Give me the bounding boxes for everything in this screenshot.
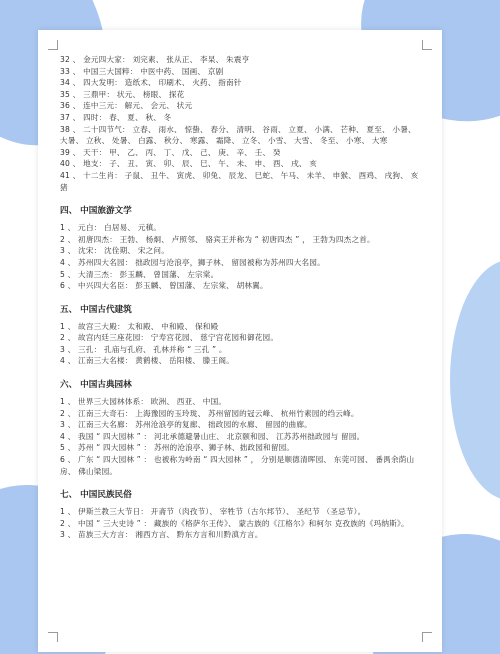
section-travel-literature <box>60 205 420 292</box>
list-item: 38 、 二十四节气： 立春、 雨水、 惊蛰、 春分、 清明、 谷雨、 立夏、 小满、 芒种、 夏至、 小暑、 大暑、 立秋、 处暑、 白露、 秋分、 寒露、 霜降、 立冬、 小雪、 大雪、 冬至、 小寒、 大寒 <box>60 124 416 146</box>
crop-mark <box>422 40 432 50</box>
list-item: 37 、 四时： 春、 夏、 秋、 冬 <box>60 112 172 122</box>
list-item: 33 、 中国三大国粹： 中医中药、 国画、 京剧 <box>60 66 224 76</box>
list-item: 2 、 初唐四杰： 王勃、 杨炯、 卢照邻、 骆宾王并称为 “ 初唐四杰 ” ， 王勃为四杰之首。 <box>60 234 375 244</box>
list-item: 3 、 江南三大名廊： 苏州沧浪亭的复廊、 拙政园的水廊、 留园的曲廊。 <box>60 420 312 430</box>
list-item: 4 、 江南三大名楼： 黄鹤楼、 岳阳楼、 滕王阁。 <box>60 356 234 366</box>
crop-mark <box>48 632 58 642</box>
section-heading: 五、 中国古代建筑 <box>60 304 132 315</box>
list-item: 2 、 故宫内廷三座花园： 宁寿宫花园、 慈宁宫花园和御花园。 <box>60 333 279 343</box>
list-item: 4 、 我国 “ 四大园林 ” ： 河北承德避暑山庄、 北京颐和园、 江苏苏州拙政园与 留园。 <box>60 431 365 441</box>
list-item: 2 、 江南三大奇石： 上海豫园的玉玲珑、 苏州留园的冠云峰、 杭州竹素园的绉云峰。 <box>60 408 359 418</box>
list-item: 39 、 天干： 甲、 乙、 丙、 丁、 戊、 己、 庚、 辛、 壬、 癸 <box>60 147 281 157</box>
list-item: 3 、 三孔： 孔庙与孔府、 孔林并称 “ 三孔 ” 。 <box>60 344 227 354</box>
list-item: 40 、 地支： 子、 丑、 寅、 卯、 辰、 巳、 午、 未、 申、 酉、 戌、 亥 <box>60 159 318 169</box>
list-item: 2 、 中国 “ 三大史诗 ” ： 藏族的《格萨尔王传》、 蒙古族的《江格尔》和柯尔 克孜族的《玛纳斯》。 <box>60 518 409 528</box>
list-item: 3 、 沈宋： 沈佺期、 宋之问。 <box>60 246 170 256</box>
list-item: 4 、 苏州四大名园： 拙政园与沧浪亭，狮子林、 留园被称为苏州四大名园。 <box>60 257 325 267</box>
list-item: 35 、 三鼎甲： 状元、 榜眼、 探花 <box>60 89 185 99</box>
list-item: 6 、 中兴四大名臣： 彭玉麟、 曾国藩、 左宗棠、 胡林翼。 <box>60 281 268 291</box>
crop-mark <box>422 632 432 642</box>
section-list-continued <box>60 54 420 193</box>
document-page <box>38 30 442 652</box>
decor-blob <box>450 260 500 500</box>
list-item: 3 、 苗族三大方言： 湘西方言、 黔东方言和川黔滇方言。 <box>60 530 263 540</box>
list-item: 6 、 广东 “ 四大园林 ” ： 也被称为岭南 “ 四大园林 ” ， 分别是顺德清晖园、 东莞可园、 番禺余荫山房、 佛山梁园。 <box>60 455 415 476</box>
list-item: 41 、 十二生肖： 子鼠、 丑牛、 寅虎、 卯兔、 辰龙、 巳蛇、 午马、 未羊、 申猴、 酉鸡、 戌狗、 亥猪 <box>60 170 419 192</box>
crop-mark <box>48 40 58 50</box>
list-item: 32 、 金元四大家： 刘完素、 张从正、 李杲、 朱震亨 <box>60 55 250 64</box>
list-item: 1 、 伊斯兰教三大节日： 开斋节（肉孜节）、 宰牲节（古尔邦节）、 圣纪节 （圣忌节）。 <box>60 507 366 517</box>
list-item: 1 、 故宫三大殿： 太和殿、 中和殿、 保和殿 <box>60 321 219 331</box>
section-ethnic-customs <box>60 489 420 541</box>
section-heading: 六、 中国古典园林 <box>60 380 132 391</box>
section-heading: 四、 中国旅游文学 <box>60 206 132 217</box>
list-item: 5 、 大清三杰： 彭玉麟、 曾国藩、 左宗棠。 <box>60 269 219 279</box>
list-item: 5 、 苏州 “ 四大园林 ” ： 苏州的沧浪亭、狮子林、拙政园和留园。 <box>60 443 295 453</box>
section-heading: 七、 中国民族民俗 <box>60 490 132 501</box>
section-ancient-architecture <box>60 304 420 367</box>
section-classical-gardens <box>60 379 420 477</box>
list-item: 36 、 连中三元： 解元、 会元、 状元 <box>60 101 193 111</box>
list-item: 1 、 世界三大园林体系： 欧洲、 西亚、 中国。 <box>60 397 227 407</box>
list-item: 34 、 四大发明： 造纸术、 印刷术、 火药、 指南针 <box>60 78 242 88</box>
list-item: 1 、 元白： 白居易、 元稹。 <box>60 223 162 233</box>
